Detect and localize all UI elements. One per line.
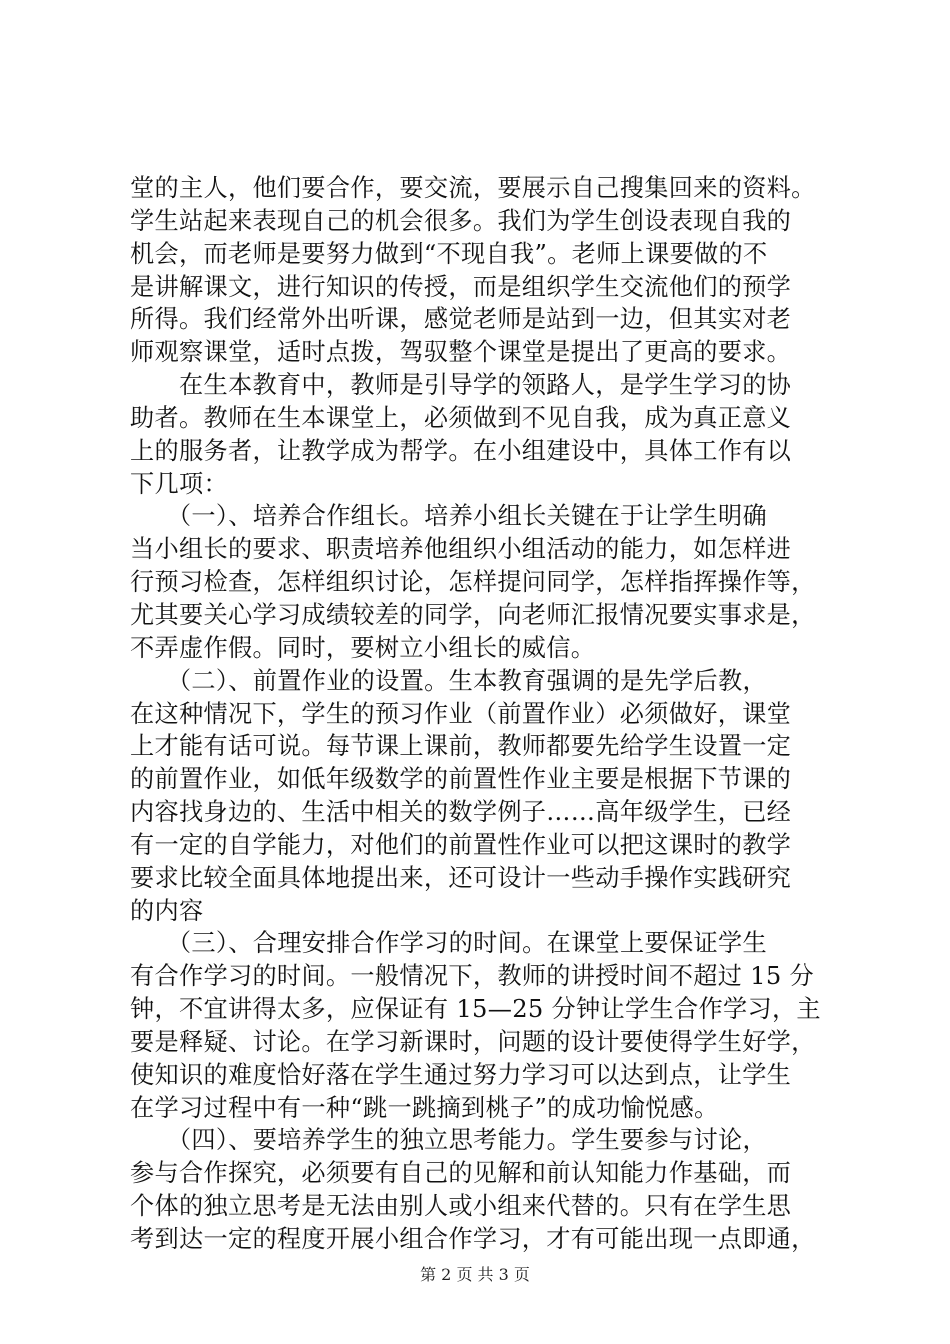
- text-line: 助者。教师在生本课堂上，必须做到不见自我，成为真正意义: [130, 403, 792, 432]
- text-line: 不弄虚作假。同时，要树立小组长的威信。: [130, 633, 596, 662]
- text-line: 在学习过程中有一种“跳一跳摘到桃子”的成功愉悦感。: [130, 1093, 719, 1122]
- text-line: 下几项：: [130, 469, 228, 498]
- text-line: 堂的主人，他们要合作，要交流，要展示自己搜集回来的资料。: [130, 174, 816, 202]
- text-line: 上的服务者，让教学成为帮学。在小组建设中，具体工作有以: [130, 436, 792, 465]
- text-line: 有合作学习的时间。一般情况下，教师的讲授时间不超过 15 分: [130, 962, 815, 991]
- body-text: [130, 172, 825, 1256]
- text-line: 机会，而老师是要努力做到“不现自我”。老师上课要做的不: [130, 239, 768, 268]
- text-line: （四）、要培养学生的独立思考能力。学生要参与讨论，: [130, 1126, 767, 1155]
- text-line: 尤其要关心学习成绩较差的同学，向老师汇报情况要实事求是，: [130, 600, 816, 629]
- text-line: 要是释疑、讨论。在学习新课时，问题的设计要使得学生好学，: [130, 1027, 816, 1056]
- text-line: 的前置作业，如低年级数学的前置性作业主要是根据下节课的: [130, 765, 792, 794]
- text-line: 的内容: [130, 896, 204, 925]
- text-line: （三）、合理安排合作学习的时间。在课堂上要保证学生: [130, 929, 767, 958]
- page-footer: 第 2 页 共 3 页: [420, 1265, 530, 1284]
- text-line: 要求比较全面具体地提出来，还可设计一些动手操作实践研究: [130, 863, 792, 892]
- text-line: 行预习检查，怎样组织讨论，怎样提问同学，怎样指挥操作等，: [130, 568, 816, 597]
- text-line: 学生站起来表现自己的机会很多。我们为学生创设表现自我的: [130, 206, 792, 235]
- text-line: 有一定的自学能力，对他们的前置性作业可以把这课时的教学: [130, 830, 792, 859]
- text-line: （二）、前置作业的设置。生本教育强调的是先学后教，: [130, 666, 767, 695]
- text-line: 使知识的难度恰好落在学生通过努力学习可以达到点，让学生: [130, 1060, 792, 1089]
- text-line: 参与合作探究，必须要有自己的见解和前认知能力作基础，而: [130, 1159, 792, 1188]
- text-line: 是讲解课文，进行知识的传授，而是组织学生交流他们的预学: [130, 272, 792, 301]
- text-line: 所得。我们经常外出听课，感觉老师是站到一边，但其实对老: [130, 305, 792, 334]
- text-line: 个体的独立思考是无法由别人或小组来代替的。只有在学生思: [130, 1192, 792, 1221]
- text-line: 当小组长的要求、职责培养他组织小组活动的能力，如怎样进: [130, 535, 792, 564]
- text-line: （一）、培养合作组长。培养小组长关键在于让学生明确: [130, 502, 767, 531]
- text-line: 上才能有话可说。每节课上课前，教师都要先给学生设置一定: [130, 732, 792, 761]
- text-line: 考到达一定的程度开展小组合作学习，才有可能出现一点即通，: [130, 1225, 816, 1253]
- text-line: 钟，不宜讲得太多，应保证有 15—25 分钟让学生合作学习，主: [130, 995, 821, 1024]
- text-line: 内容找身边的、生活中相关的数学例子……高年级学生，已经: [130, 798, 792, 827]
- text-line: 在生本教育中，教师是引导学的领路人，是学生学习的协: [130, 371, 792, 400]
- text-line: 师观察课堂，适时点拨，驾驭整个课堂是提出了更高的要求。: [130, 338, 792, 367]
- text-line: 在这种情况下，学生的预习作业（前置作业）必须做好，课堂: [130, 699, 792, 728]
